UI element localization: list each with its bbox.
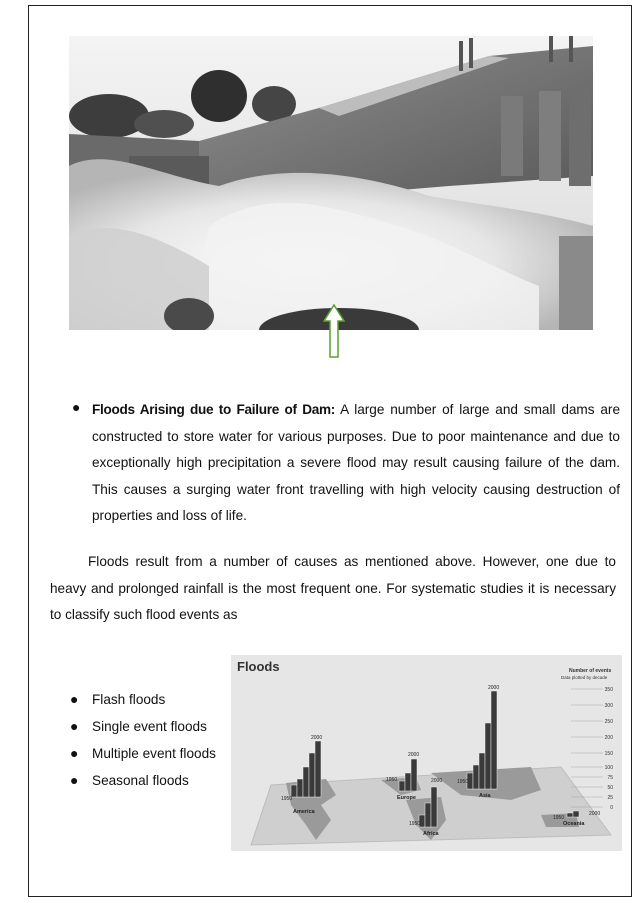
year-label: 2000 [311, 735, 323, 741]
scale-label: 0 [610, 805, 613, 811]
bullet-icon: ● [70, 745, 79, 761]
year-label: 1950 [409, 821, 421, 827]
dam-failure-item [60, 397, 620, 530]
scale-label: 350 [604, 687, 613, 693]
bullet-icon: ● [70, 718, 79, 734]
year-label: 1950 [386, 777, 398, 783]
paragraph-text: Floods result from a number of causes as mentioned above. However, one due to heavy and prolonged rainfall is the most frequent one. For systematic studies it is necessary to classify such flood events as [50, 554, 616, 622]
dam-failure-body: A large number of large and small dams are constructed to store water for various purposes. Due to poor maintenance and due to exceptionally high precipitation a severe flood may result causing failure of the dam. This causes a surging water front travelling with high velocity causing destruction of properties and loss of life. [92, 402, 621, 523]
scale-label: 75 [607, 775, 613, 781]
bullet-icon: ● [72, 399, 81, 415]
scale-label: 300 [604, 703, 613, 709]
region-label: Oceania [563, 821, 585, 827]
figure-title: Floods [237, 659, 280, 674]
classification-paragraph [50, 549, 616, 629]
year-label: 2000 [488, 685, 500, 691]
legend-subtitle: Data plotted by decade [561, 675, 608, 680]
legend-title: Number of events [569, 668, 612, 674]
flood-type-label: Seasonal floods [92, 773, 189, 788]
region-label: America [293, 809, 315, 815]
dam-failure-text [92, 397, 620, 530]
scale-label: 50 [607, 785, 613, 791]
flood-type-label: Multiple event floods [92, 746, 216, 761]
flood-type-label: Flash floods [92, 692, 166, 707]
scale-label: 250 [604, 719, 613, 725]
flood-type-label: Single event floods [92, 719, 207, 734]
up-arrow-icon [323, 304, 345, 363]
scale-label: 150 [604, 751, 613, 757]
scale-label: 200 [604, 735, 613, 741]
dam-failure-title: Floods Arising due to Failure of Dam: [92, 402, 336, 417]
scale-label: 100 [604, 765, 613, 771]
scale-label: 25 [607, 795, 613, 801]
year-label: 2000 [431, 778, 443, 784]
region-label: Africa [423, 831, 439, 837]
floods-world-map-figure [231, 655, 622, 851]
year-label: 2000 [589, 811, 601, 817]
year-label: 1950 [281, 796, 293, 802]
year-label: 1950 [457, 779, 469, 785]
dam-spillway-photo [69, 36, 593, 330]
year-label: 2000 [408, 752, 420, 758]
year-label: 1950 [553, 815, 565, 821]
bullet-icon: ● [70, 772, 79, 788]
region-label: Europe [397, 795, 416, 801]
region-label: Asia [479, 793, 491, 799]
bullet-icon: ● [70, 691, 79, 707]
